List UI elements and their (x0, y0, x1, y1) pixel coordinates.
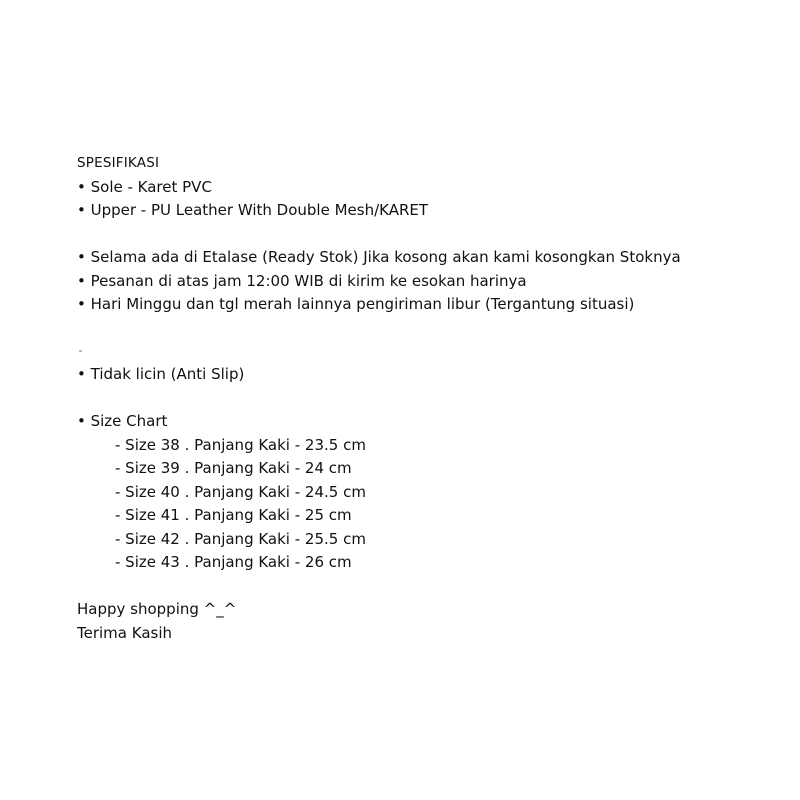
spacer (77, 387, 777, 411)
size-row-43: - Size 43 . Panjang Kaki - 26 cm (115, 553, 352, 571)
note-stock: • Selama ada di Etalase (Ready Stok) Jika kosong akan kami kosongkan Stoknya (77, 248, 681, 266)
spec-heading: SPESIFIKASI (77, 155, 160, 171)
size-chart-list (77, 434, 777, 575)
spacer (77, 223, 777, 247)
spec-item-sole: • Sole - Karet PVC (77, 177, 212, 196)
spec-item-upper: • Upper - PU Leather With Double Mesh/KARET (77, 201, 429, 219)
size-row-38: - Size 38 . Panjang Kaki - 23.5 cm (115, 435, 366, 454)
size-row-41: - Size 41 . Panjang Kaki - 25 cm (115, 506, 352, 524)
closing-happy-shopping: Happy shopping ^_^ (77, 600, 237, 618)
note-order-cutoff: • Pesanan di atas jam 12:00 WIB di kirim ke esokan harinya (77, 271, 527, 290)
product-description (77, 152, 777, 645)
size-row-40: - Size 40 . Panjang Kaki - 24.5 cm (115, 482, 366, 501)
size-row-39: - Size 39 . Panjang Kaki - 24 cm (115, 459, 352, 477)
spacer (77, 317, 777, 341)
stray-dot-mark (79, 350, 82, 352)
closing-thank-you: Terima Kasih (77, 623, 173, 642)
feature-anti-slip: • Tidak licin (Anti Slip) (77, 365, 245, 383)
size-chart-title: • Size Chart (77, 412, 168, 430)
size-row-42: - Size 42 . Panjang Kaki - 25.5 cm (115, 529, 366, 548)
note-holiday-shipping: • Hari Minggu dan tgl merah lainnya pengiriman libur (Tergantung situasi) (77, 295, 635, 313)
spacer (77, 575, 777, 599)
